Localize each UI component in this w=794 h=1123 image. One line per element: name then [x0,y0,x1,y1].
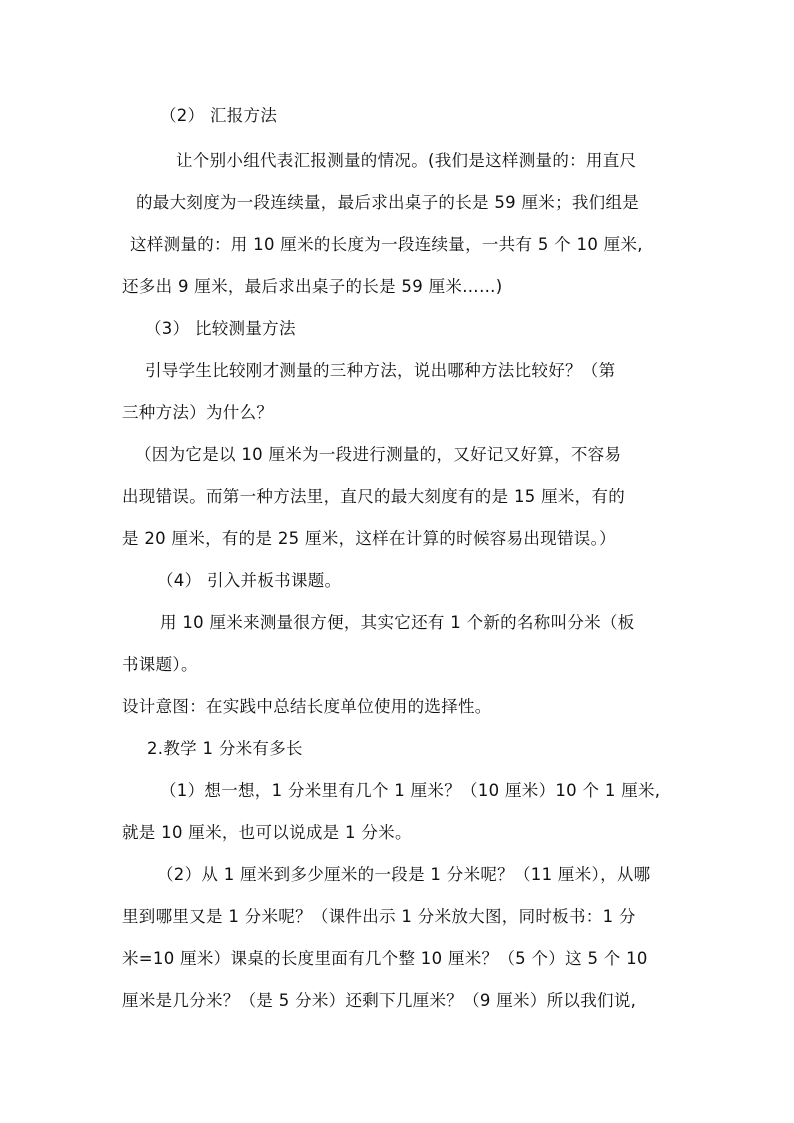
heading-compare-methods: （3） 比较测量方法 [145,319,296,338]
paragraph-line: 里到哪里又是 1 分米呢？（课件出示 1 分米放大图，同时板书：1 分 [122,907,636,926]
paragraph-line: 是 20 厘米，有的是 25 厘米，这样在计算的时候容易出现错误。） [122,529,616,548]
paragraph-line: 厘米是几分米？（是 5 分米）还剩下几厘米？（9 厘米）所以我们说, [122,991,637,1010]
paragraph-line: 书课题）。 [122,655,198,674]
paragraph-line: 就是 10 厘米，也可以说成是 1 分米。 [122,823,412,842]
paragraph-line: （因为它是以 10 厘米为一段进行测量的，又好记又好算，不容易 [135,445,622,464]
paragraph-line: 用 10 厘米来测量很方便，其实它还有 1 个新的名称叫分米（板 [160,613,635,632]
paragraph-line: 还多出 9 厘米，最后求出桌子的长是 59 厘米……) [122,277,503,296]
heading-report-method: （2） 汇报方法 [160,106,278,125]
paragraph-line: 引导学生比较刚才测量的三种方法，说出哪种方法比较好？（第 [145,361,616,380]
heading-teach-decimeter: 2.教学 1 分米有多长 [147,739,303,758]
paragraph-line: 三种方法）为什么？ [122,403,274,422]
design-intent: 设计意图：在实践中总结长度单位使用的选择性。 [122,697,492,716]
paragraph-line: 的最大刻度为一段连续量，最后求出桌子的长是 59 厘米；我们组是 [136,193,640,212]
paragraph-line: （1）想一想，1 分米里有几个 1 厘米？（10 厘米）10 个 1 厘米, [160,781,661,800]
paragraph-line: （2）从 1 厘米到多少厘米的一段是 1 分米呢？（11 厘米），从哪 [157,865,651,884]
paragraph-line: 米=10 厘米）课桌的长度里面有几个整 10 厘米？（5 个）这 5 个 10 [122,949,648,968]
paragraph-line: 出现错误。而第一种方法里，直尺的最大刻度有的是 15 厘米，有的 [122,487,626,506]
paragraph-line: 让个别小组代表汇报测量的情况。(我们是这样测量的：用直尺 [176,151,637,170]
heading-introduce-topic: （4） 引入并板书课题。 [157,571,342,590]
paragraph-line: 这样测量的：用 10 厘米的长度为一段连续量，一共有 5 个 10 厘米, [130,235,643,254]
